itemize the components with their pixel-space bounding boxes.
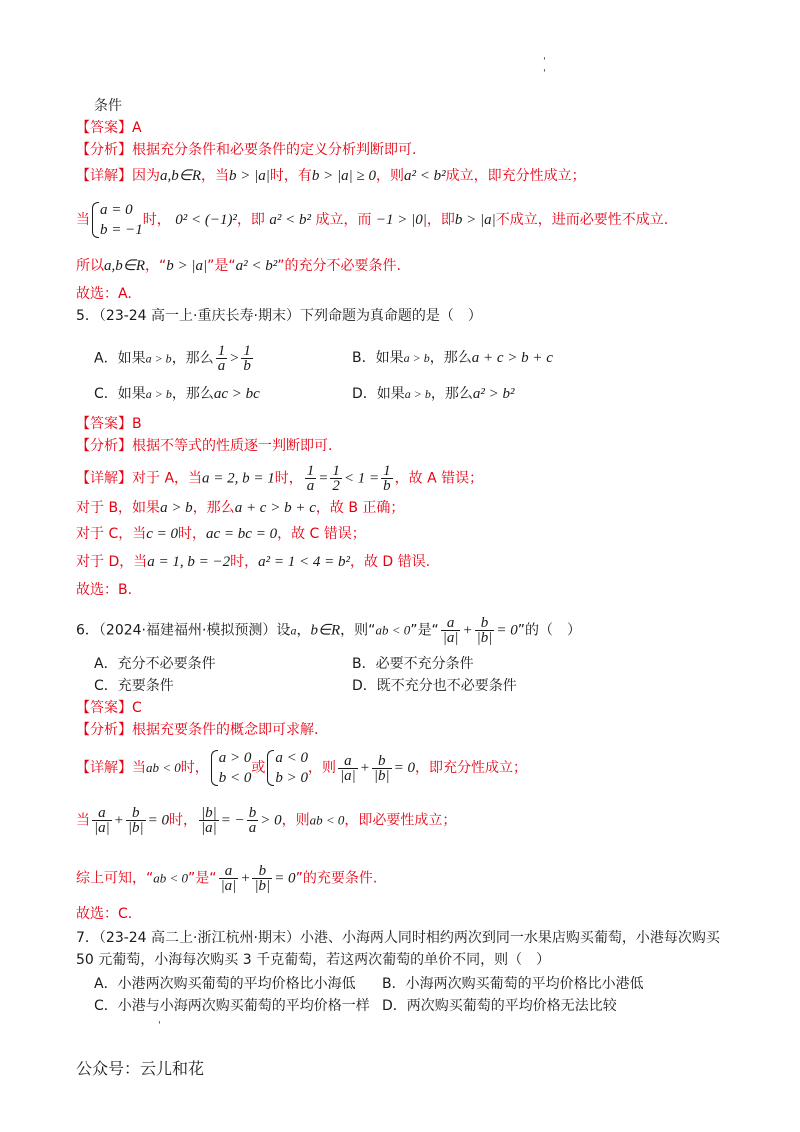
detail-4-line1: 【详解】因为a,b∈R，当b > |a|时，有b > |a| ≥ 0，则a² < b²成立，即充分性成立；: [76, 168, 586, 184]
option-5b: B．如果a > b，那么a + c > b + c: [352, 350, 553, 366]
analysis-5: 【分析】根据不等式的性质逐一判断即可.: [76, 438, 333, 454]
detail-5a: 【详解】对于 A，当a = 2, b = 1时， $\frac{1}{a}$ = $\frac{1}{2}$ < 1 = $\frac{1}{b}$ ，故 A 错误；: [76, 463, 484, 494]
analysis-6: 【分析】根据充要条件的概念即可求解.: [76, 722, 319, 738]
option-5d: D．如果a > b，那么a² > b²: [352, 386, 515, 402]
choice-6: 故选：C.: [76, 906, 133, 922]
question-6: 6．（2024·福建福州·模拟预测）设a，b∈R，则“ab < 0”是“ $\frac{a}{|a|}$ + $\frac{b}{|b|}$ = 0”的（ ）: [76, 615, 581, 646]
option-6c: C．充要条件: [94, 678, 174, 694]
detail-6b: 当 $\frac{a}{|a|}$ + $\frac{b}{|b|}$ = 0时， $\frac{|b|}{|a|}$ = − $\frac{b}{a}$ > 0，则ab < 0，即必要性成立；: [76, 805, 457, 836]
detail-4-line2: 当 a = 0 b = −1 时， 0² < (−1)²，即 a² < b² 成立，而 −1 > |0|，即b > |a|不成立，进而必要性不成立.: [76, 202, 669, 238]
top-mark-2: ': [543, 68, 546, 79]
answer-6: 【答案】C: [76, 700, 142, 716]
case-brace-2: a < 0 b > 0: [265, 748, 308, 788]
option-6d: D．既不充分也不必要条件: [352, 678, 517, 694]
case-brace: a = 0 b = −1: [90, 200, 143, 240]
question-7-line2: 50 元葡萄，小海每次购买 3 千克葡萄，若这两次葡萄的单价不同，则（ ）: [76, 952, 551, 968]
top-mark-1: ': [543, 56, 546, 67]
detail-5c: 对于 C，当c = 0时，ac = bc = 0，故 C 错误；: [76, 526, 366, 542]
detail-5d: 对于 D，当a = 1, b = −2时，a² = 1 < 4 = b²，故 D 错误.: [76, 554, 431, 570]
choice-5: 故选：B.: [76, 582, 133, 598]
option-7b: B．小海两次购买葡萄的平均价格比小港低: [382, 976, 644, 992]
detail-5b: 对于 B，如果a > b，那么a + c > b + c，故 B 正确；: [76, 500, 405, 516]
option-5c: C．如果a > b，那么ac > bc: [94, 386, 260, 402]
footer-wechat: 公众号：云儿和花: [76, 1059, 205, 1078]
question-5: 5．（23-24 高一上·重庆长寿·期末）下列命题为真命题的是（ ）: [76, 308, 482, 324]
case-brace-1: a > 0 b < 0: [209, 748, 252, 788]
option-7a: A．小港两次购买葡萄的平均价格比小海低: [94, 976, 356, 992]
summary-6: 综上可知，“ab < 0”是“ $\frac{a}{|a|}$ + $\frac{b}{|b|}$ = 0”的充要条件.: [76, 863, 378, 894]
analysis-4: 【分析】根据充分条件和必要条件的定义分析判断即可.: [76, 142, 417, 158]
detail-4-line3: 所以a,b∈R，“b > |a|”是“a² < b²”的充分不必要条件.: [76, 258, 401, 274]
small-mark: ': [158, 1020, 161, 1031]
option-6b: B．必要不充分条件: [352, 656, 474, 672]
answer-4: 【答案】A: [76, 120, 142, 136]
option-7d: D．两次购买葡萄的平均价格无法比较: [382, 998, 617, 1014]
line-condition: 条件: [94, 98, 122, 114]
option-7c: C．小港与小海两次购买葡萄的平均价格一样: [94, 998, 370, 1014]
option-5a: A．如果a > b，那么 $\frac{1}{a}$ > $\frac{1}{b}$: [94, 343, 251, 374]
choice-4: 故选：A.: [76, 286, 132, 302]
answer-5: 【答案】B: [76, 416, 142, 432]
detail-6a: 【详解】当ab < 0时， a > 0 b < 0 或 a < 0 b > 0 ，则 $\frac{a}{|a|}$ + $\frac{b}{|b|}$ = 0，即充分性成立；: [76, 750, 528, 786]
option-6a: A．充分不必要条件: [94, 656, 216, 672]
question-7-line1: 7．（23-24 高二上·浙江杭州·期末）小港、小海两人同时相约两次到同一水果店购买葡萄，小港每次购买: [76, 930, 720, 946]
